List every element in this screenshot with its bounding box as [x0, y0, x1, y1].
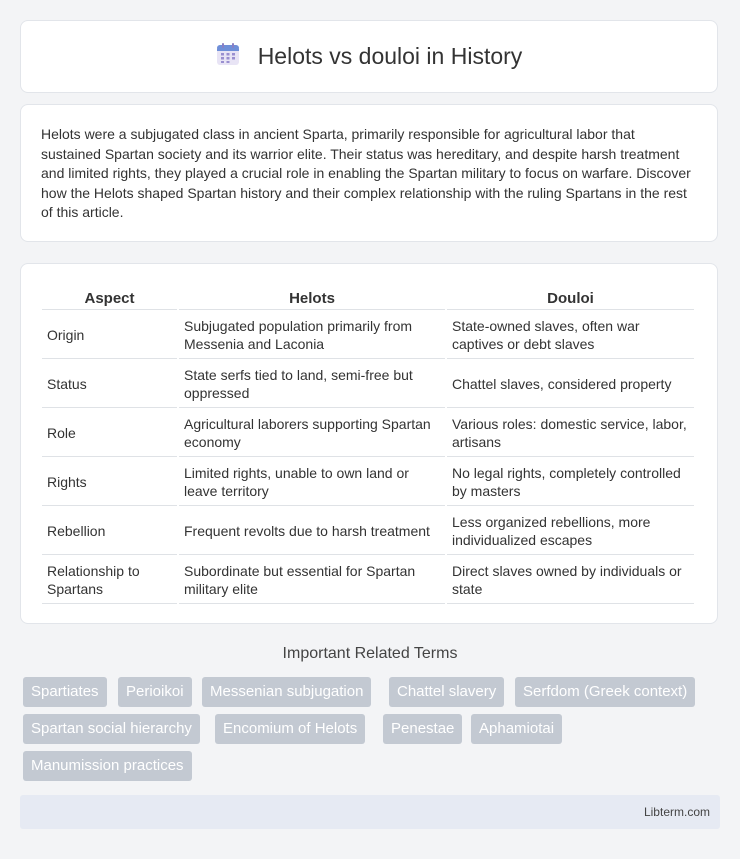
title-card — [20, 20, 718, 93]
related-term-tag[interactable]: Spartan social hierarchy — [23, 714, 200, 744]
column-header-helots: Helots — [179, 286, 445, 310]
related-term-tag[interactable]: Manumission practices — [23, 751, 192, 781]
footer-site-link[interactable]: Libterm.com — [643, 805, 710, 819]
column-header-douloi: Douloi — [447, 286, 694, 310]
table-cell: Subordinate but essential for Spartan military elite — [179, 557, 445, 604]
table-cell: Relationship to Spartans — [42, 557, 177, 604]
table-row — [42, 410, 694, 457]
related-term-tag[interactable]: Encomium of Helots — [215, 714, 365, 744]
related-term-tag[interactable]: Spartiates — [23, 677, 107, 707]
related-term-tag[interactable]: Chattel slavery — [389, 677, 504, 707]
footer — [20, 795, 720, 829]
intro-card — [20, 104, 718, 242]
related-terms-heading: Important Related Terms — [282, 645, 458, 662]
table-cell: State-owned slaves, often war captives or debt slaves — [447, 312, 694, 359]
table-cell: Frequent revolts due to harsh treatment — [179, 508, 445, 555]
intro-paragraph: Helots were a subjugated class in ancient Sparta, primarily responsible for agricultural labor that sustained Spartan society and its warrior elite. Their status was hereditary, and despite harsh treatment and limited rights, they played a crucial role in enabling the Spartan military to focus on warfare. Discover how the Helots shaped Spartan history and their complex relationship with the ruling Spartans in the rest of this article. — [41, 126, 691, 221]
comparison-table — [40, 284, 696, 606]
table-cell: Agricultural laborers supporting Spartan economy — [179, 410, 445, 457]
table-row — [42, 508, 694, 555]
table-cell: Chattel slaves, considered property — [447, 361, 694, 408]
related-term-tag[interactable]: Perioikoi — [118, 677, 192, 707]
table-cell: Rebellion — [42, 508, 177, 555]
table-cell: Role — [42, 410, 177, 457]
table-header-row — [42, 286, 694, 310]
table-row — [42, 557, 694, 604]
table-cell: No legal rights, completely controlled by masters — [447, 459, 694, 506]
table-cell: State serfs tied to land, semi-free but oppressed — [179, 361, 445, 408]
table-cell: Limited rights, unable to own land or leave territory — [179, 459, 445, 506]
related-term-tag[interactable]: Aphamiotai — [471, 714, 562, 744]
comparison-table-card — [20, 263, 718, 624]
table-cell: Status — [42, 361, 177, 408]
related-term-tag[interactable]: Serfdom (Greek context) — [515, 677, 695, 707]
table-row — [42, 459, 694, 506]
table-row — [42, 312, 694, 359]
table-cell: Origin — [42, 312, 177, 359]
related-term-tag[interactable]: Penestae — [383, 714, 462, 744]
table-cell: Subjugated population primarily from Messenia and Laconia — [179, 312, 445, 359]
table-cell: Less organized rebellions, more individualized escapes — [447, 508, 694, 555]
table-cell: Direct slaves owned by individuals or state — [447, 557, 694, 604]
column-header-aspect: Aspect — [42, 286, 177, 310]
table-cell: Rights — [42, 459, 177, 506]
table-cell: Various roles: domestic service, labor, artisans — [447, 410, 694, 457]
title-wrap — [216, 42, 523, 71]
calendar-icon — [216, 42, 240, 71]
related-term-tag[interactable]: Messenian subjugation — [202, 677, 371, 707]
page-title: Helots vs douloi in History — [257, 43, 523, 69]
table-row — [42, 361, 694, 408]
